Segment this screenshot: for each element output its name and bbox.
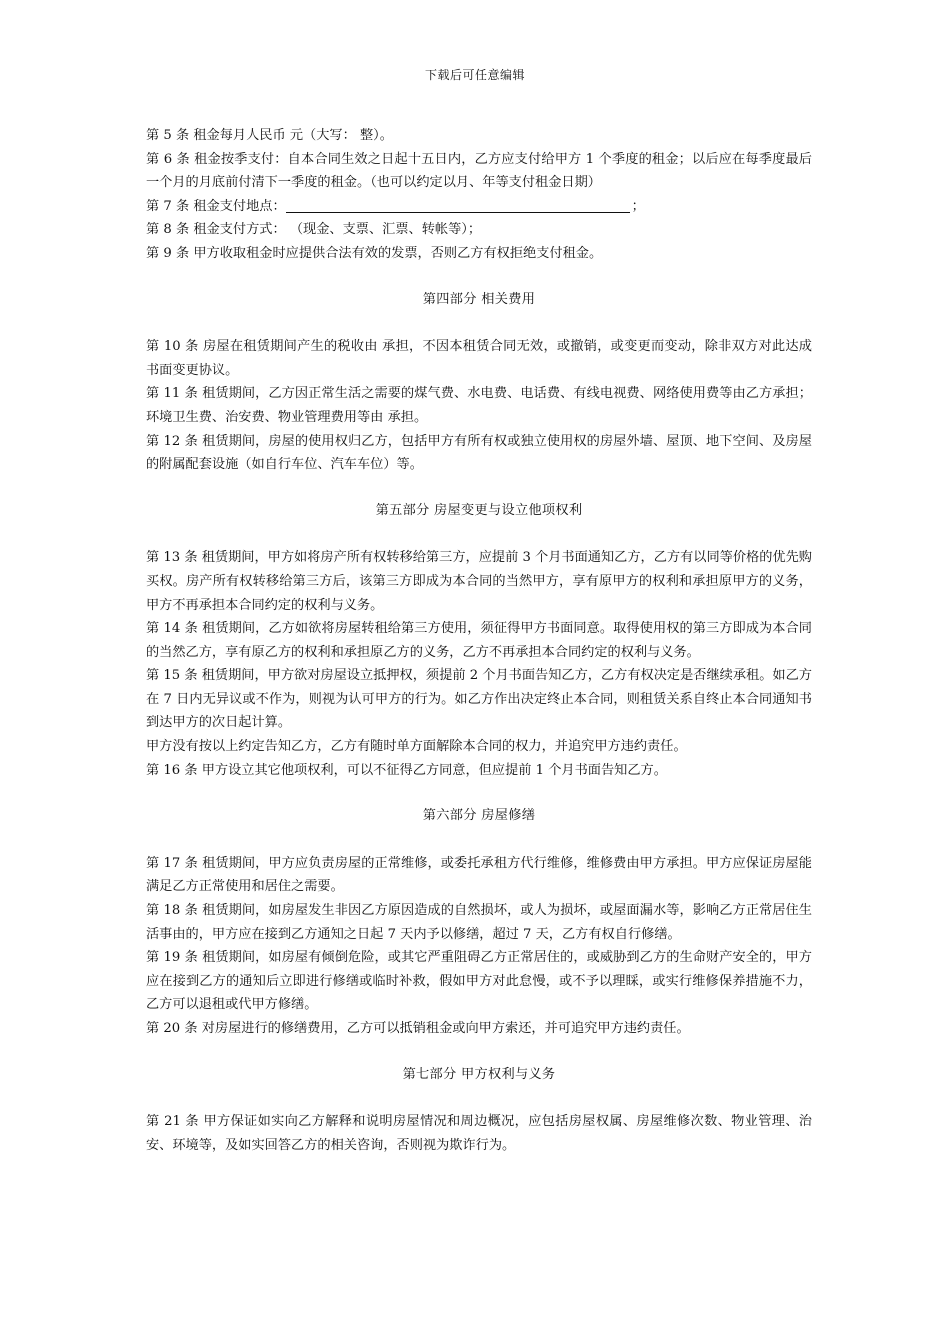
clause-7 bbox=[146, 195, 812, 219]
header-note: 下载后可任意编辑 bbox=[424, 68, 525, 82]
contract-body bbox=[146, 124, 812, 1157]
clause-17: 第 17 条 租赁期间，甲方应负责房屋的正常维修，或委托承租方代行维修，维修费由甲方承担。甲方应保证房屋能满足乙方正常使用和居住之需要。 bbox=[146, 855, 812, 895]
section-title-part4: 第四部分 相关费用 bbox=[422, 291, 536, 307]
clause-15: 第 15 条 租赁期间，甲方欲对房屋设立抵押权，须提前 2 个月书面告知乙方，乙方有权决定是否继续承租。如乙方在 7 日内无异议或不作为，则视为认可甲方的行为。如乙方作出决定终止本合同，则租赁关系自终止本合同通知书到达甲方的次日起计算。 bbox=[146, 668, 812, 731]
clause-8: 第 8 条 租金支付方式： （现金、支票、汇票、转帐等）； bbox=[146, 222, 482, 238]
clause-12: 第 12 条 租赁期间，房屋的使用权归乙方，包括甲方有所有权或独立使用权的房屋外墙、屋顶、地下空间、及房屋的附属配套设施（如自行车位、汽车车位）等。 bbox=[146, 433, 812, 473]
clause-16: 第 16 条 甲方设立其它他项权利，可以不征得乙方同意，但应提前 1 个月书面告知乙方。 bbox=[146, 762, 667, 778]
section-title-part5: 第五部分 房屋变更与设立他项权利 bbox=[375, 502, 583, 518]
clause-14: 第 14 条 租赁期间，乙方如欲将房屋转租给第三方使用，须征得甲方书面同意。取得使用权的第三方即成为本合同的当然乙方，享有原乙方的权利和承担原乙方的义务，乙方不再承担本合同约定的权利与义务。 bbox=[146, 621, 812, 660]
clause-21: 第 21 条 甲方保证如实向乙方解释和说明房屋情况和周边概况，应包括房屋权属、房屋维修次数、物业管理、治安、环境等，及如实回答乙方的相关咨询，否则视为欺诈行为。 bbox=[146, 1114, 812, 1153]
clause-20: 第 20 条 对房屋进行的修缮费用，乙方可以抵销租金或向甲方索还，并可追究甲方违约责任。 bbox=[146, 1021, 690, 1036]
clause-11: 第 11 条 租赁期间，乙方因正常生活之需要的煤气费、水电费、电话费、有线电视费、网络使用费等由乙方承担；环境卫生费、治安费、物业管理费用等由 承担。 bbox=[146, 386, 812, 425]
clause-18: 第 18 条 租赁期间，如房屋发生非因乙方原因造成的自然损坏，或人为损坏，或屋面漏水等，影响乙方正常居住生活事由的，甲方应在接到乙方通知之日起 7 天内予以修缮，超过 7 天，乙方有权自行修缮。 bbox=[146, 903, 812, 942]
clause-7-label: 第 7 条 租金支付地点： bbox=[146, 198, 286, 214]
section-title-part7: 第七部分 甲方权利与义务 bbox=[402, 1066, 556, 1082]
clause-6: 第 6 条 租金按季支付：自本合同生效之日起十五日内，乙方应支付给甲方 1 个季度的租金；以后应在每季度最后一个月的月底前付清下一季度的租金。（也可以约定以月、年等支付租金日期） bbox=[146, 151, 812, 191]
clause-13: 第 13 条 租赁期间，甲方如将房产所有权转移给第三方，应提前 3 个月书面通知乙方，乙方有以同等价格的优先购买权。房产所有权转移给第三方后，该第三方即成为本合同的当然甲方，享有原甲方的权利和承担原甲方的义务，甲方不再承担本合同约定的权利与义务。 bbox=[146, 550, 812, 613]
clause-19: 第 19 条 租赁期间，如房屋有倾倒危险，或其它严重阻碍乙方正常居住的，或威胁到乙方的生命财产安全的，甲方应在接到乙方的通知后立即进行修缮或临时补救，假如甲方对此怠慢，或不予以理睬，或实行维修保养措施不力，乙方可以退租或代甲方修缮。 bbox=[146, 950, 812, 1013]
clause-9: 第 9 条 甲方收取租金时应提供合法有效的发票，否则乙方有权拒绝支付租金。 bbox=[146, 245, 603, 261]
payment-location-blank bbox=[286, 198, 630, 213]
clause-5: 第 5 条 租金每月人民币 元（大写： 整）。 bbox=[146, 128, 393, 143]
clause-15-note: 甲方没有按以上约定告知乙方，乙方有随时单方面解除本合同的权力，并追究甲方违约责任。 bbox=[146, 739, 687, 755]
section-title-part6: 第六部分 房屋修缮 bbox=[422, 808, 536, 824]
clause-10: 第 10 条 房屋在租赁期间产生的税收由 承担，不因本租赁合同无效，或撤销，或变更而变动，除非双方对此达成书面变更协议。 bbox=[146, 339, 812, 378]
clause-7-suffix: ； bbox=[631, 198, 645, 214]
